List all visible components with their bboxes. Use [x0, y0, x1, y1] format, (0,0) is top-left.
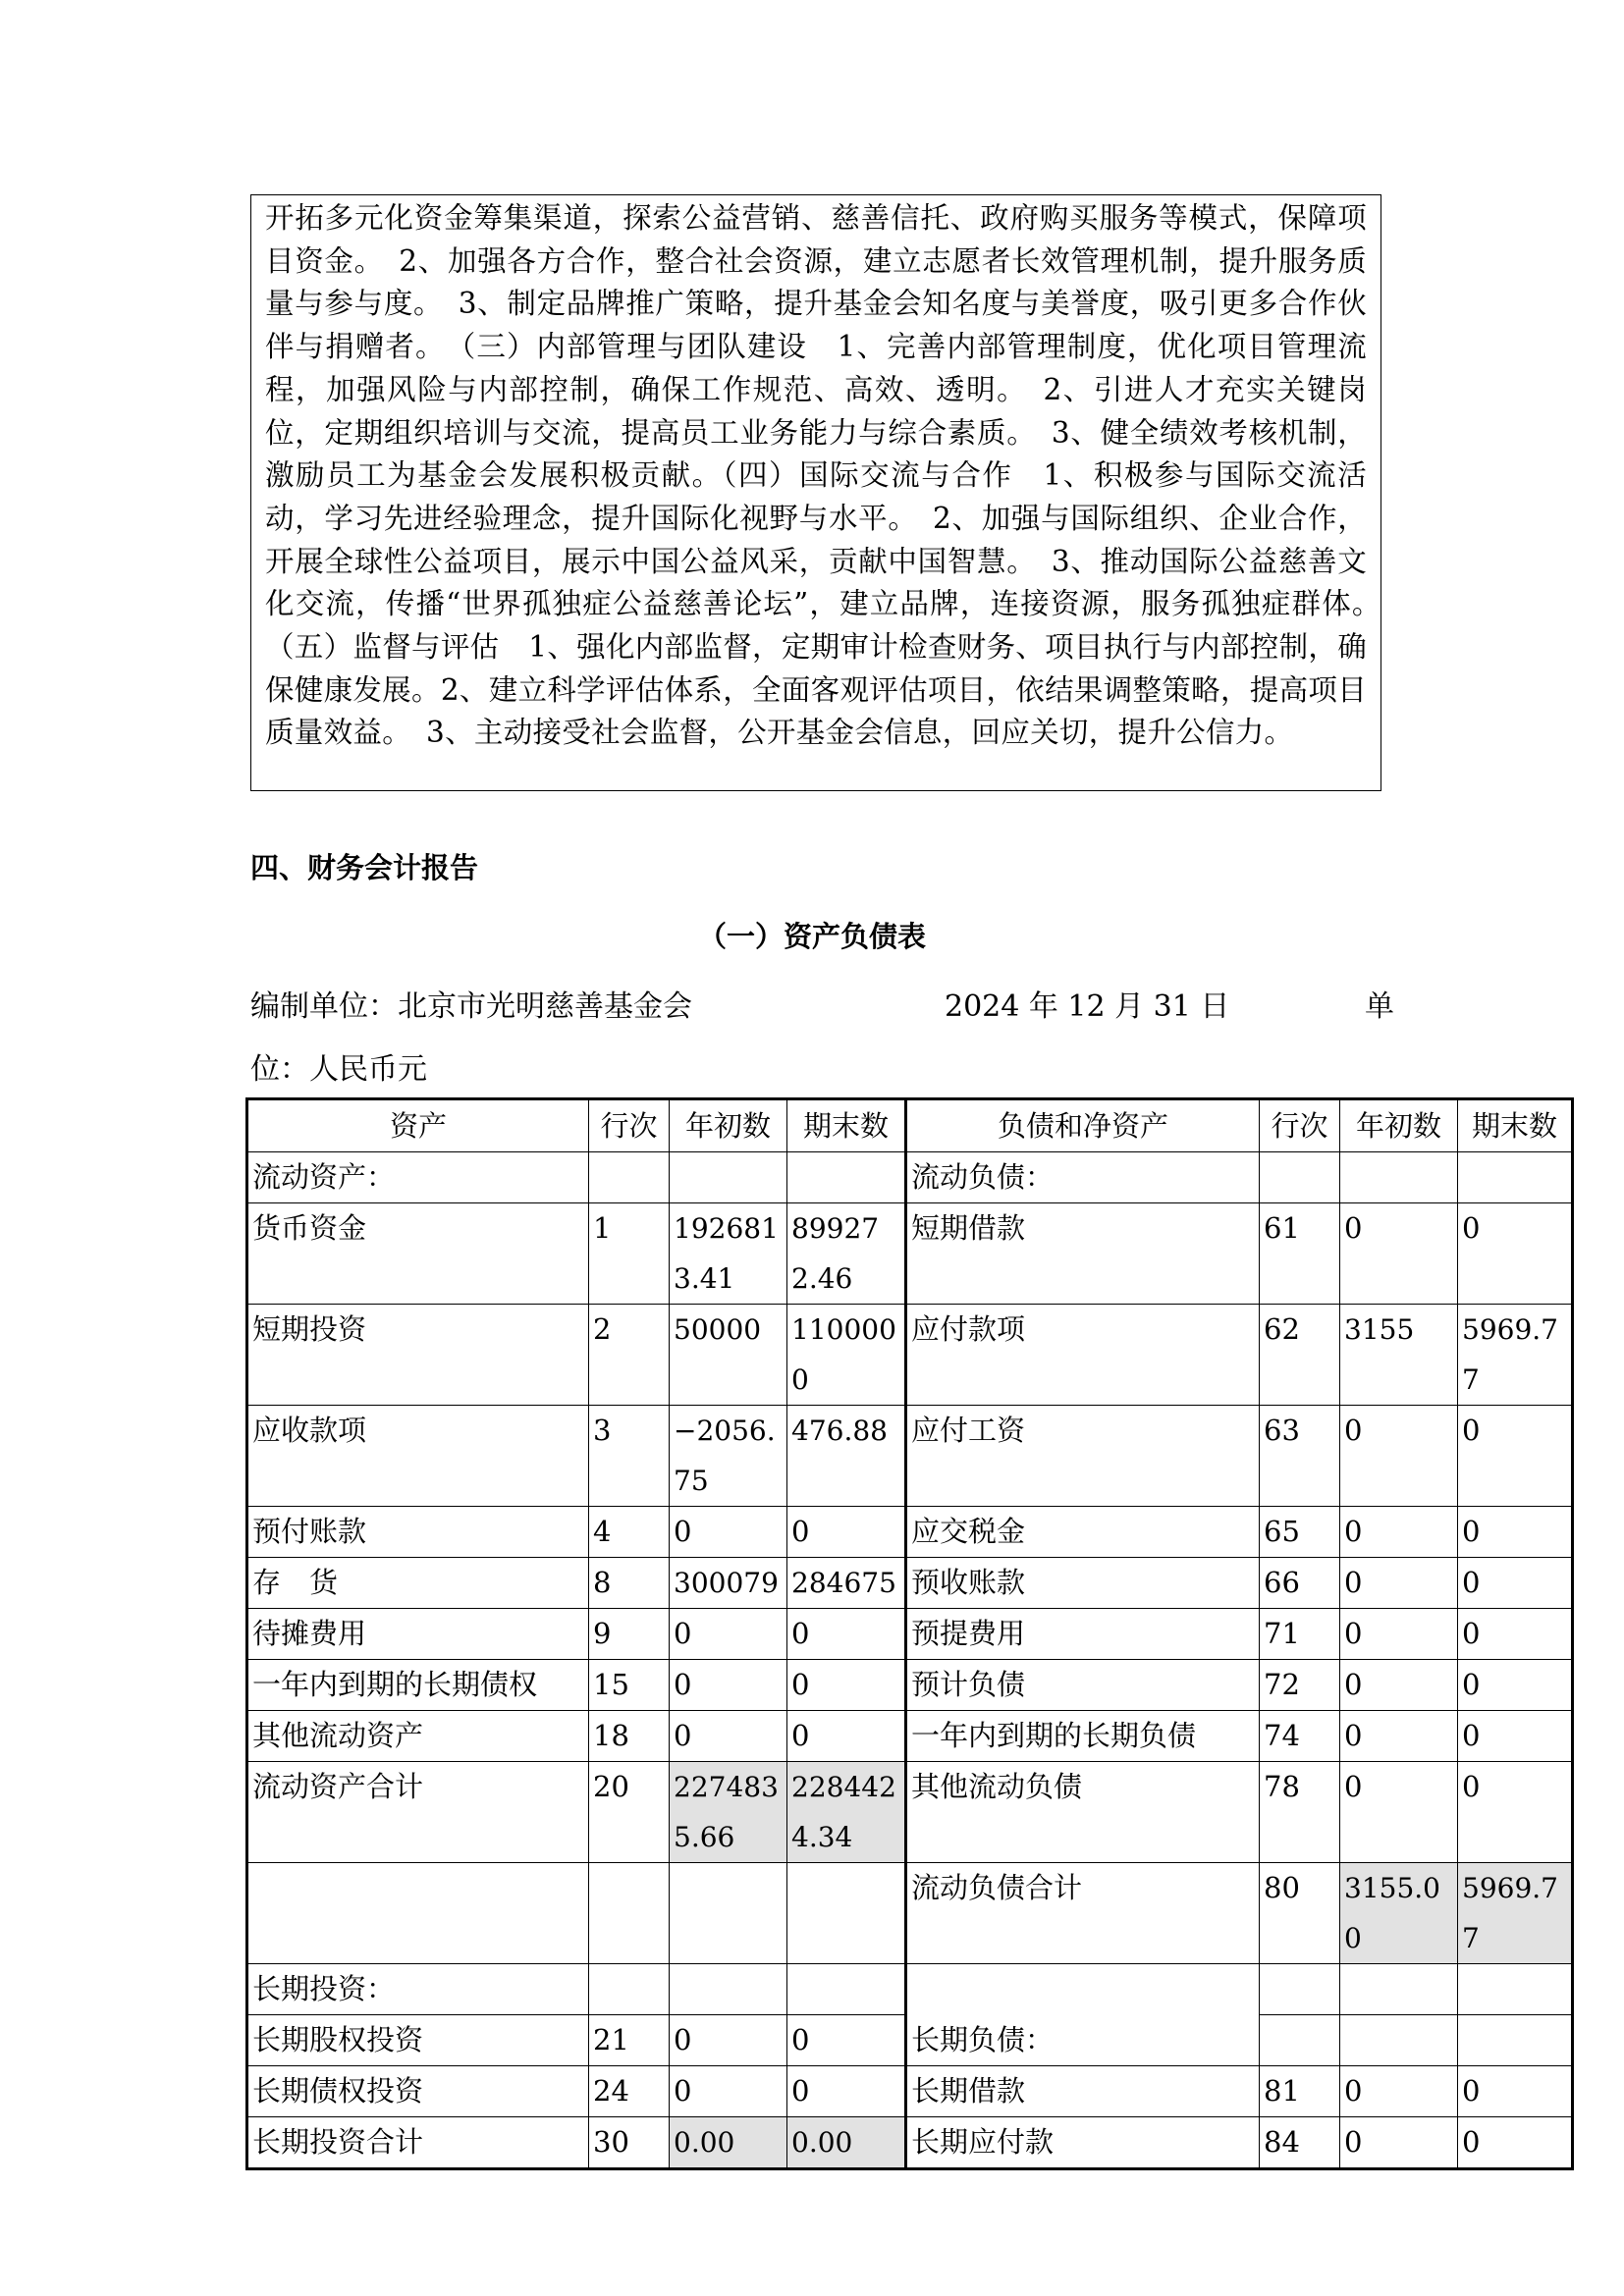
- asset-begin: 0: [670, 1711, 787, 1762]
- table-row: [247, 1711, 1573, 1762]
- liability-name: 预收账款: [906, 1558, 1260, 1609]
- asset-row-no: 24: [589, 2066, 670, 2117]
- table-row: [247, 1863, 1573, 1964]
- header-row-no: 行次: [589, 1099, 670, 1152]
- liability-begin: [1340, 1152, 1458, 1203]
- liability-name: 长期应付款: [906, 2117, 1260, 2169]
- asset-end: 0: [787, 1609, 906, 1660]
- table-row: [247, 1660, 1573, 1711]
- header-end-2: 期末数: [1458, 1099, 1573, 1152]
- liability-end: 0: [1458, 1558, 1573, 1609]
- asset-begin: 0: [670, 2015, 787, 2066]
- liability-name: 应交税金: [906, 1507, 1260, 1558]
- liability-name: 长期借款: [906, 2066, 1260, 2117]
- liability-row-no: 62: [1260, 1305, 1340, 1406]
- table-row: [247, 1305, 1573, 1406]
- table-row: [247, 1507, 1573, 1558]
- asset-end: 0: [787, 1507, 906, 1558]
- asset-end: 0: [787, 1660, 906, 1711]
- table-row: [247, 1609, 1573, 1660]
- liability-end: 0: [1458, 1203, 1573, 1305]
- balance-sheet-table: [245, 1097, 1574, 2170]
- liability-end: 0: [1458, 1609, 1573, 1660]
- asset-begin: 0: [670, 1609, 787, 1660]
- liability-name: 应付款项: [906, 1305, 1260, 1406]
- asset-name: 待摊费用: [247, 1609, 589, 1660]
- asset-begin: [670, 1152, 787, 1203]
- liability-name: 流动负债：: [906, 1152, 1260, 1203]
- asset-begin: 1926813.41: [670, 1203, 787, 1305]
- liability-row-no: [1260, 2015, 1340, 2066]
- asset-end: 0: [787, 1711, 906, 1762]
- liability-end: 0: [1458, 2066, 1573, 2117]
- asset-begin: −2056.75: [670, 1406, 787, 1507]
- asset-name: 一年内到期的长期债权: [247, 1660, 589, 1711]
- liability-begin: [1340, 2015, 1458, 2066]
- liability-end: [1458, 1964, 1573, 2015]
- liability-begin: 3155: [1340, 1305, 1458, 1406]
- liability-row-no: 74: [1260, 1711, 1340, 1762]
- liability-begin: 0: [1340, 1507, 1458, 1558]
- liability-row-no: 80: [1260, 1863, 1340, 1964]
- liability-row-no: 78: [1260, 1762, 1340, 1863]
- liability-row-no: 61: [1260, 1203, 1340, 1305]
- table-row: [247, 2015, 1573, 2066]
- liability-begin: 3155.00: [1340, 1863, 1458, 1964]
- asset-begin: 0: [670, 1507, 787, 1558]
- asset-row-no: 2: [589, 1305, 670, 1406]
- table-row: [247, 1203, 1573, 1305]
- asset-end: 899272.46: [787, 1203, 906, 1305]
- asset-name: 长期投资：: [247, 1964, 589, 2015]
- liability-begin: 0: [1340, 1660, 1458, 1711]
- liability-end: 0: [1458, 1762, 1573, 1863]
- liability-begin: 0: [1340, 1203, 1458, 1305]
- asset-row-no: 18: [589, 1711, 670, 1762]
- asset-name: 应收款项: [247, 1406, 589, 1507]
- liability-name: 其他流动负债: [906, 1762, 1260, 1863]
- asset-row-no: 20: [589, 1762, 670, 1863]
- asset-row-no: 9: [589, 1609, 670, 1660]
- asset-row-no: [589, 1964, 670, 2015]
- liability-row-no: 72: [1260, 1660, 1340, 1711]
- asset-begin: 0: [670, 1660, 787, 1711]
- asset-row-no: [589, 1863, 670, 1964]
- asset-name: 存 货: [247, 1558, 589, 1609]
- liability-begin: 0: [1340, 2117, 1458, 2169]
- asset-end: 1100000: [787, 1305, 906, 1406]
- asset-begin: [670, 1863, 787, 1964]
- asset-row-no: 4: [589, 1507, 670, 1558]
- asset-name: 长期债权投资: [247, 2066, 589, 2117]
- asset-end: 2284424.34: [787, 1762, 906, 1863]
- asset-row-no: [589, 1152, 670, 1203]
- asset-end: [787, 1152, 906, 1203]
- asset-name: 流动资产：: [247, 1152, 589, 1203]
- liability-name: [906, 1964, 1260, 2015]
- table-row: [247, 1964, 1573, 2015]
- asset-end: 284675: [787, 1558, 906, 1609]
- asset-row-no: 8: [589, 1558, 670, 1609]
- liability-begin: 0: [1340, 2066, 1458, 2117]
- liability-begin: 0: [1340, 1609, 1458, 1660]
- liability-end: 5969.77: [1458, 1863, 1573, 1964]
- plan-text-box: [250, 194, 1396, 791]
- table-row: [247, 1558, 1573, 1609]
- liability-name: 应付工资: [906, 1406, 1260, 1507]
- asset-row-no: 21: [589, 2015, 670, 2066]
- header-end: 期末数: [787, 1099, 906, 1152]
- table-header-row: [247, 1099, 1573, 1152]
- preparer-unit: 编制单位：北京市光明慈善基金会: [250, 989, 692, 1024]
- asset-begin: 0.00: [670, 2117, 787, 2169]
- asset-end: [787, 1964, 906, 2015]
- liability-row-no: 63: [1260, 1406, 1340, 1507]
- liability-row-no: 65: [1260, 1507, 1340, 1558]
- asset-name: 其他流动资产: [247, 1711, 589, 1762]
- asset-name: 短期投资: [247, 1305, 589, 1406]
- asset-name: [247, 1863, 589, 1964]
- liability-end: [1458, 1152, 1573, 1203]
- liability-name: 一年内到期的长期负债: [906, 1711, 1260, 1762]
- asset-name: 长期投资合计: [247, 2117, 589, 2169]
- liability-begin: [1340, 1964, 1458, 2015]
- asset-begin: 2274835.66: [670, 1762, 787, 1863]
- header-liability: 负债和净资产: [906, 1099, 1260, 1152]
- liability-row-no: 66: [1260, 1558, 1340, 1609]
- liability-end: 0: [1458, 1406, 1573, 1507]
- asset-name: 预付账款: [247, 1507, 589, 1558]
- asset-begin: 300079: [670, 1558, 787, 1609]
- table-title: （一）资产负债表: [697, 920, 926, 953]
- asset-row-no: 15: [589, 1660, 670, 1711]
- liability-name: 流动负债合计: [906, 1863, 1260, 1964]
- liability-end: [1458, 2015, 1573, 2066]
- liability-begin: 0: [1340, 1711, 1458, 1762]
- header-asset: 资产: [247, 1099, 589, 1152]
- asset-row-no: 1: [589, 1203, 670, 1305]
- liability-row-no: 71: [1260, 1609, 1340, 1660]
- liability-end: 0: [1458, 1660, 1573, 1711]
- table-row: [247, 1762, 1573, 1863]
- liability-row-no: 81: [1260, 2066, 1340, 2117]
- liability-end: 0: [1458, 1711, 1573, 1762]
- liability-end: 5969.77: [1458, 1305, 1573, 1406]
- table-row: [247, 1152, 1573, 1203]
- asset-end: [787, 1863, 906, 1964]
- table-row: [247, 1406, 1573, 1507]
- asset-begin: 50000: [670, 1305, 787, 1406]
- liability-row-no: [1260, 1152, 1340, 1203]
- asset-end: 0: [787, 2066, 906, 2117]
- asset-end: 476.88: [787, 1406, 906, 1507]
- liability-begin: 0: [1340, 1762, 1458, 1863]
- asset-name: 流动资产合计: [247, 1762, 589, 1863]
- liability-row-no: [1260, 1964, 1340, 2015]
- asset-begin: 0: [670, 2066, 787, 2117]
- report-date: 2024 年 12 月 31 日: [945, 989, 1230, 1024]
- table-row: [247, 2117, 1573, 2169]
- currency-unit-part2: 位：人民币元: [250, 1052, 427, 1087]
- header-begin-2: 年初数: [1340, 1099, 1458, 1152]
- liability-end: 0: [1458, 1507, 1573, 1558]
- asset-end: 0: [787, 2015, 906, 2066]
- header-row-no-2: 行次: [1260, 1099, 1340, 1152]
- liability-name: 短期借款: [906, 1203, 1260, 1305]
- asset-row-no: 30: [589, 2117, 670, 2169]
- asset-name: 长期股权投资: [247, 2015, 589, 2066]
- liability-end: 0: [1458, 2117, 1573, 2169]
- table-row: [247, 2066, 1573, 2117]
- liability-begin: 0: [1340, 1406, 1458, 1507]
- liability-name: 预提费用: [906, 1609, 1260, 1660]
- asset-row-no: 3: [589, 1406, 670, 1507]
- asset-end: 0.00: [787, 2117, 906, 2169]
- liability-name: 长期负债：: [906, 2015, 1260, 2066]
- header-begin: 年初数: [670, 1099, 787, 1152]
- currency-unit-part1: 单: [1365, 989, 1394, 1024]
- liability-name: 预计负债: [906, 1660, 1260, 1711]
- liability-row-no: 84: [1260, 2117, 1340, 2169]
- asset-name: 货币资金: [247, 1203, 589, 1305]
- liability-begin: 0: [1340, 1558, 1458, 1609]
- section-title: 四、财务会计报告: [250, 851, 479, 884]
- asset-begin: [670, 1964, 787, 2015]
- plan-text: 开拓多元化资金筹集渠道，探索公益营销、慈善信托、政府购买服务等模式，保障项目资金。 2、加强各方合作，整合社会资源，建立志愿者长效管理机制，提升服务质量与参与度。 3、制定品牌推广策略，提升基金会知名度与美誉度，吸引更多合作伙伴与捐赠者。 （三）内部管理与团队建设 1、完善内部管理制度，优化项目管理流程，加强风险与内部控制，确保工作规范、高效、透明。 2、引进人才充实关键岗位，定期组织培训与交流，提高员工业务能力与综合素质。 3、健全绩效考核机制，激励员工为基金会发展积极贡献。（四）国际交流与合作 1、积极参与国际交流活动，学习先进经验理念，提升国际化视野与水平。 2、加强与国际组织、企业合作，开展全球性公益项目，展示中国公益风采，贡献中国智慧。 3、推动国际公益慈善文化交流，传播“世界孤独症公益慈善论坛”，建立品牌，连接资源，服务孤独症群体。 （五）监督与评估 1、强化内部监督，定期审计检查财务、项目执行与内部控制，确保健康发展。2、建立科学评估体系，全面客观评估项目，依结果调整策略，提高项目质量效益。 3、主动接受社会监督，公开基金会信息，回应关切，提升公信力。: [265, 201, 1396, 750]
